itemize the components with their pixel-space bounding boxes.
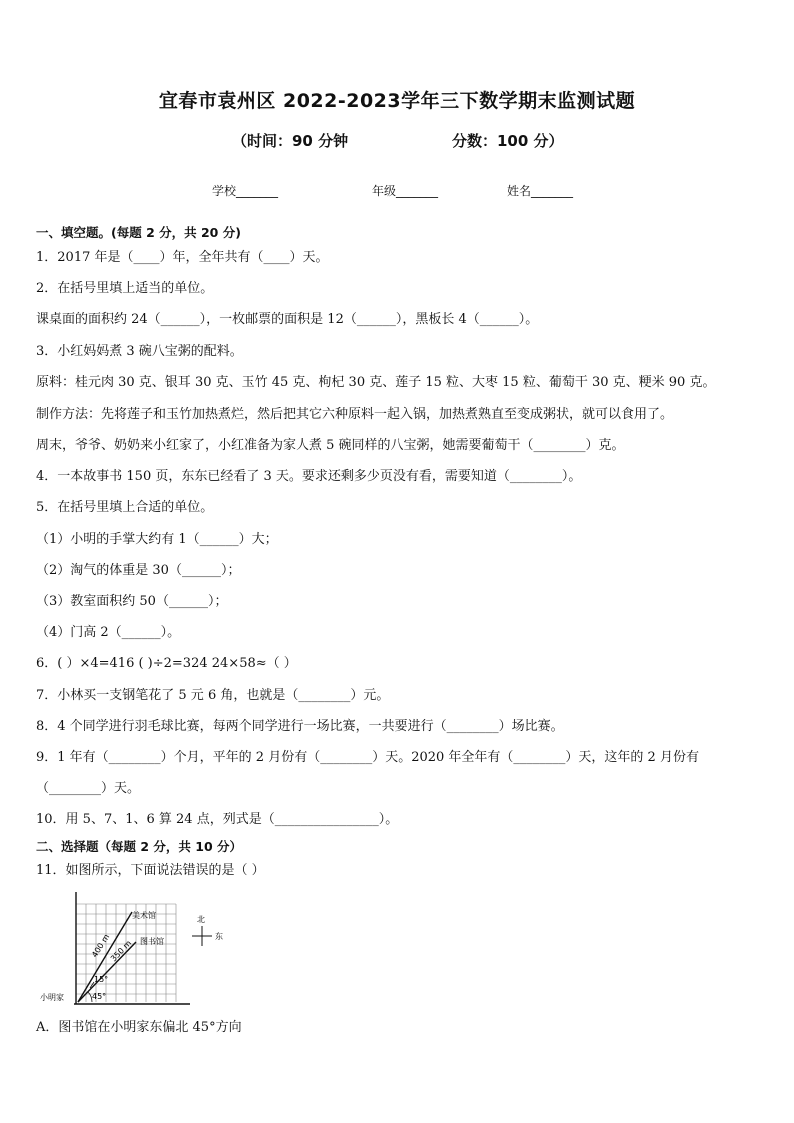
question-9-cont: （________）天。 xyxy=(36,781,141,796)
question-2-body: 课桌面的面积约 24（______），一枚邮票的面积是 12（______），黑板长 4（______）。 xyxy=(36,312,539,327)
question-5-2: （2）淘气的体重是 30（______）； xyxy=(36,563,241,578)
compass-icon xyxy=(192,914,223,946)
name-field[interactable]: 姓名_______ xyxy=(507,184,574,198)
label-15deg: 15° xyxy=(94,975,109,984)
question-3: 3．小红妈妈煮 3 碗八宝粥的配料。 xyxy=(36,344,243,359)
question-5: 5．在括号里填上合适的单位。 xyxy=(36,500,214,515)
question-3-method: 制作方法：先将莲子和玉竹加热煮烂，然后把其它六种原料一起入锅，加热煮熟直至变成粥状，就可以食用了。 xyxy=(36,407,674,422)
question-3-ask: 周末，爷爷、奶奶来小红家了，小红准备为家人煮 5 碗同样的八宝粥，她需要葡萄干（________）克。 xyxy=(36,438,625,453)
question-3-ingredients: 原料：桂元肉 30 克、银耳 30 克、玉竹 45 克、枸杞 30 克、莲子 15 粒、大枣 15 粒、葡萄干 30 克、粳米 90 克。 xyxy=(36,375,716,390)
school-field[interactable]: 学校_______ xyxy=(212,184,279,198)
question-5-3: （3）教室面积约 50（______）； xyxy=(36,594,228,609)
question-7: 7．小林买一支钢笔花了 5 元 6 角，也就是（________）元。 xyxy=(36,688,390,703)
label-350m: 350 m xyxy=(108,938,134,964)
label-45deg: 45° xyxy=(92,992,107,1001)
section-choice: 二、选择题（每题 2 分，共 10 分） xyxy=(36,839,243,854)
question-11: 11．如图所示，下面说法错误的是（ ） xyxy=(36,863,265,878)
exam-score: 分数：100 分） xyxy=(452,132,564,150)
label-home: 小明家 xyxy=(40,993,64,1002)
label-north: 北 xyxy=(197,915,205,924)
question-1: 1．2017 年是（____）年，全年共有（____）天。 xyxy=(36,250,329,265)
map-figure xyxy=(40,892,240,1014)
exam-time: （时间：90 分钟 xyxy=(232,132,349,150)
question-5-1: （1）小明的手掌大约有 1（______）大； xyxy=(36,532,278,547)
section-fill-blank: 一、填空题。(每题 2 分，共 20 分) xyxy=(36,225,241,240)
label-art-museum: 美术馆 xyxy=(132,911,156,920)
question-9: 9．1 年有（________）个月，平年的 2 月份有（________）天。2020 年全年有（________）天，这年的 2 月份有 xyxy=(36,750,699,765)
label-library: 图书馆 xyxy=(140,937,164,946)
question-2: 2．在括号里填上适当的单位。 xyxy=(36,281,214,296)
option-a[interactable]: A．图书馆在小明家东偏北 45°方向 xyxy=(36,1020,242,1035)
question-6: 6．( ）×4=416 ( )÷2=324 24×58≈（ ） xyxy=(36,656,297,671)
question-5-4: （4）门高 2（______）。 xyxy=(36,625,181,640)
question-10: 10．用 5、7、1、6 算 24 点，列式是（________________）。 xyxy=(36,812,399,827)
label-400m: 400 m xyxy=(90,932,112,960)
grade-field[interactable]: 年级_______ xyxy=(372,184,439,198)
question-8: 8．4 个同学进行羽毛球比赛，每两个同学进行一场比赛，一共要进行（________）场比赛。 xyxy=(36,719,564,734)
exam-title: 宜春市袁州区 2022-2023学年三下数学期末监测试题 xyxy=(158,90,636,112)
question-4: 4．一本故事书 150 页，东东已经看了 3 天。要求还剩多少页没有看，需要知道（________）。 xyxy=(36,469,582,484)
label-east: 东 xyxy=(215,932,223,941)
